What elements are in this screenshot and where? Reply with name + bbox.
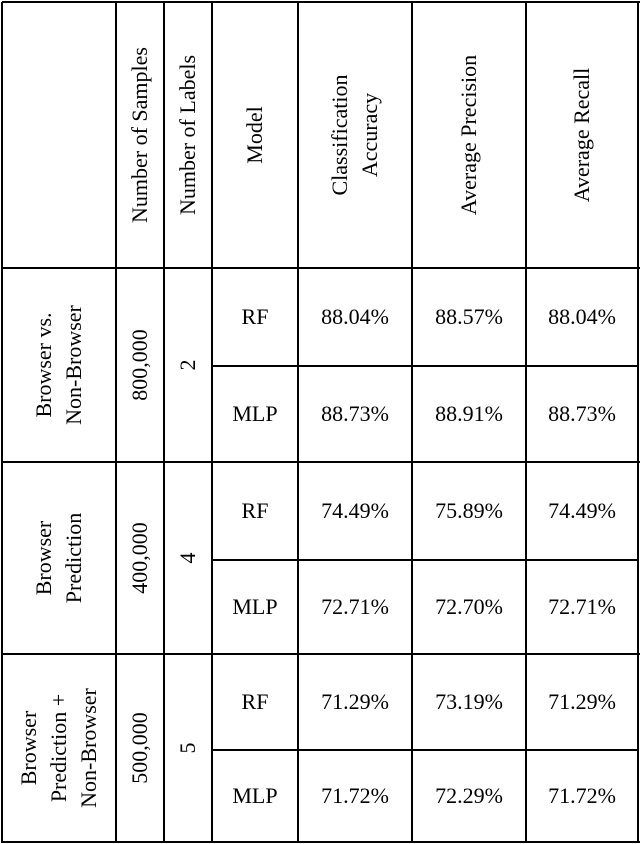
header-number-of-labels: Number of Labels [175,54,200,216]
model-name: MLP [232,401,278,426]
recall-value: 72.71% [548,594,616,619]
label-count: 2 [175,359,200,371]
accuracy-value: 72.71% [321,594,389,619]
precision-value: 88.91% [435,401,503,426]
task-name-line: Browser vs. [31,312,56,418]
accuracy-value: 88.04% [321,304,389,329]
recall-value: 88.04% [548,304,616,329]
table-rule-v [163,2,165,843]
header-number-of-samples: Number of Samples [127,47,152,223]
precision-value: 88.57% [435,304,503,329]
accuracy-value: 74.49% [321,498,389,523]
precision-value: 72.70% [435,594,503,619]
header-average-recall: Average Recall [569,67,594,203]
recall-value: 71.72% [548,783,616,808]
precision-value: 75.89% [435,498,503,523]
header-classification-accuracy-line: Accuracy [357,92,382,178]
model-name: RF [241,304,269,329]
accuracy-value: 71.72% [321,783,389,808]
header-classification-accuracy [325,75,385,196]
model-name: MLP [232,594,278,619]
header-model: Model [242,106,267,164]
sample-count: 500,000 [127,712,152,784]
header-classification-accuracy-line: Classification [327,74,352,196]
label-count: 4 [175,552,200,564]
accuracy-value: 71.29% [321,689,389,714]
sample-count: 400,000 [127,522,152,594]
task-name-line: Prediction [61,512,86,604]
task-name [29,513,89,603]
table-rule-v [1,2,3,843]
table-rule-v [115,2,117,843]
task-name-line: Browser [16,710,41,786]
precision-value: 73.19% [435,689,503,714]
task-name [14,688,104,808]
model-name: MLP [232,783,278,808]
recall-value: 74.49% [548,498,616,523]
recall-value: 71.29% [548,689,616,714]
task-name-line: Prediction + [46,693,71,803]
precision-value: 72.29% [435,783,503,808]
recall-value: 88.73% [548,401,616,426]
model-name: RF [241,689,269,714]
sample-count: 800,000 [127,329,152,401]
task-name-line: Non-Browser [61,305,86,425]
label-count: 5 [175,742,200,754]
accuracy-value: 88.73% [321,401,389,426]
header-average-precision: Average Precision [456,54,481,216]
task-name-line: Non-Browser [76,688,101,808]
model-name: RF [241,498,269,523]
task-name-line: Browser [31,520,56,596]
task-name [29,305,89,425]
table-rule-h [2,1,640,3]
